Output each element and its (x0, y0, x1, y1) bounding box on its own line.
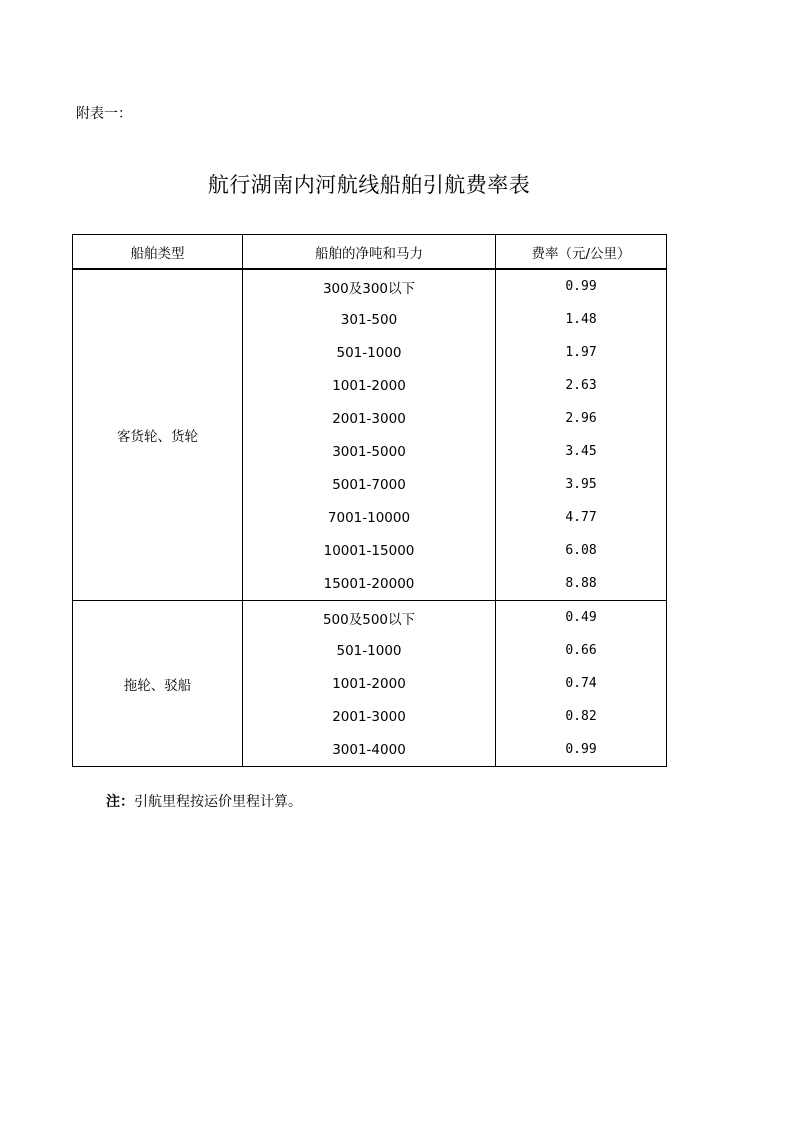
tug-barge-group (73, 601, 667, 767)
rate-cell: 0.82 (496, 700, 667, 733)
tonnage-cell: 3001-5000 (243, 435, 496, 468)
rate-cell: 2.63 (496, 369, 667, 402)
tonnage-cell: 2001-3000 (243, 700, 496, 733)
rate-cell: 3.45 (496, 435, 667, 468)
footnote (106, 792, 302, 812)
tonnage-cell: 3001-4000 (243, 733, 496, 767)
tonnage-cell: 501-1000 (243, 634, 496, 667)
footnote-label: 注 (106, 794, 120, 810)
header-tonnage-horsepower: 船舶的净吨和马力 (243, 235, 496, 270)
rate-cell: 1.97 (496, 336, 667, 369)
cargo-vessel-group (73, 269, 667, 601)
tonnage-cell: 5001-7000 (243, 468, 496, 501)
tonnage-cell: 1001-2000 (243, 667, 496, 700)
rate-cell: 6.08 (496, 534, 667, 567)
rate-cell: 3.95 (496, 468, 667, 501)
header-vessel-type: 船舶类型 (73, 235, 243, 270)
tonnage-cell: 15001-20000 (243, 567, 496, 601)
rate-cell: 0.49 (496, 601, 667, 635)
tonnage-cell: 10001-15000 (243, 534, 496, 567)
tonnage-cell: 501-1000 (243, 336, 496, 369)
document-title: 航行湖南内河航线船舶引航费率表 (207, 173, 531, 197)
rate-cell: 8.88 (496, 567, 667, 601)
footnote-text: 引航里程按运价里程计算。 (134, 794, 302, 810)
rate-cell: 0.74 (496, 667, 667, 700)
vessel-type-cell: 客货轮、货轮 (73, 269, 243, 601)
tonnage-cell: 7001-10000 (243, 501, 496, 534)
appendix-label: 附表一： (76, 106, 132, 122)
rate-cell: 4.77 (496, 501, 667, 534)
rate-cell: 0.99 (496, 269, 667, 303)
rate-cell: 1.48 (496, 303, 667, 336)
tonnage-cell: 301-500 (243, 303, 496, 336)
tonnage-cell: 300及300以下 (243, 269, 496, 303)
tonnage-cell: 500及500以下 (243, 601, 496, 635)
footnote-separator: ： (120, 794, 134, 810)
tonnage-cell: 2001-3000 (243, 402, 496, 435)
header-rate: 费率（元/公里） (496, 235, 667, 270)
rate-cell: 2.96 (496, 402, 667, 435)
table-row (73, 269, 667, 303)
tonnage-cell: 1001-2000 (243, 369, 496, 402)
table-row (73, 601, 667, 635)
vessel-type-cell: 拖轮、驳船 (73, 601, 243, 767)
rate-cell: 0.99 (496, 733, 667, 767)
table-header-row (73, 235, 667, 270)
pilotage-rate-table (72, 234, 667, 767)
rate-cell: 0.66 (496, 634, 667, 667)
